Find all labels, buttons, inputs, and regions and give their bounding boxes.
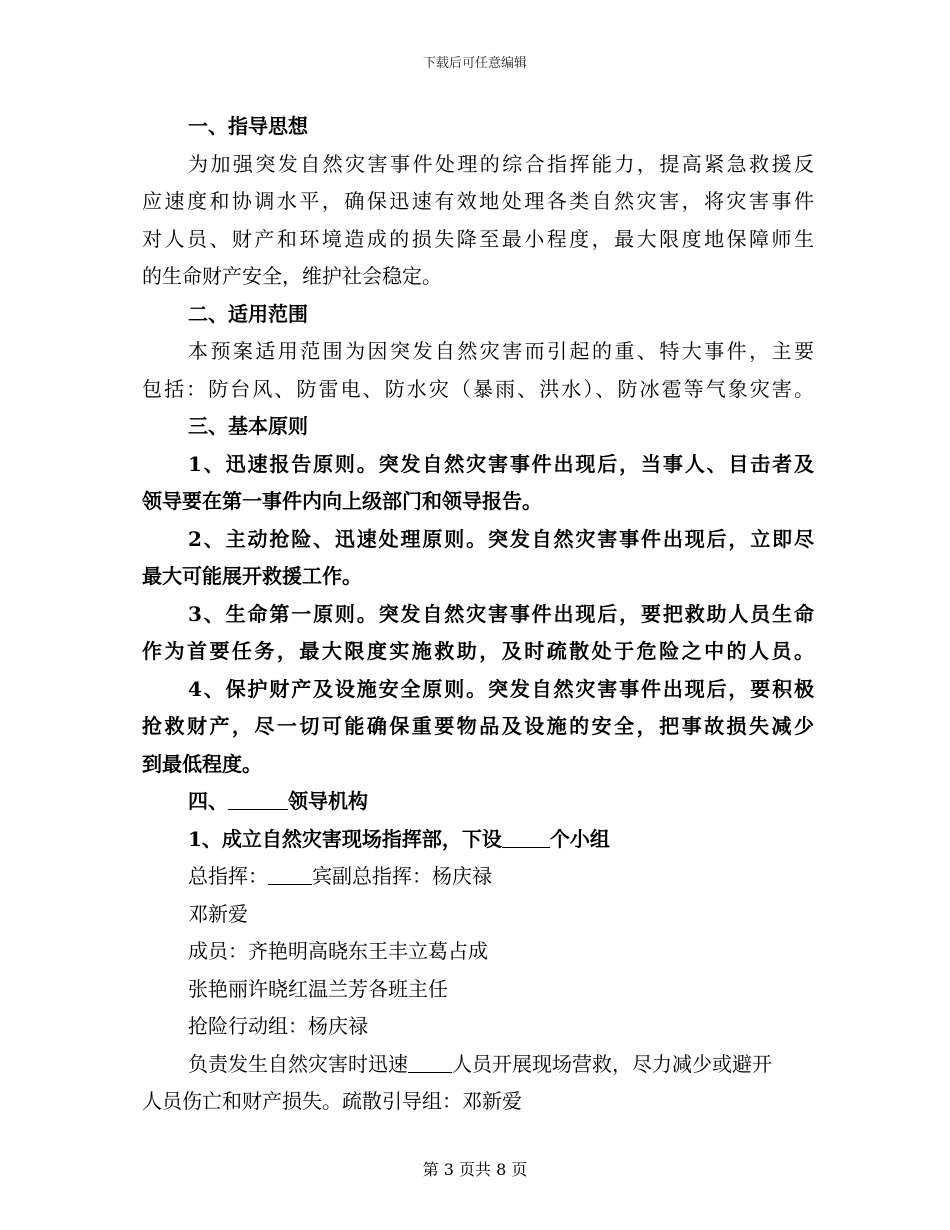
duty-line: 人员伤亡和财产损失。疏散引导组：邓新爱 (142, 1089, 522, 1113)
rescue-group-line: 抢险行动组：杨庆禄 (188, 1014, 368, 1038)
members-line: 成员：齐艳明高晓东王丰立葛占成 (188, 939, 488, 963)
section-title-prefix: 四、 (188, 789, 228, 813)
blank-underline (502, 825, 550, 848)
principle-line: 最大可能展开救援工作。 (142, 564, 362, 588)
paragraph-line: 对人员、财产和环境造成的损失降至最小程度，最大限度地保障师生 (142, 226, 814, 251)
paragraph-line: 本预案适用范围为因突发自然灾害而引起的重、特大事件，主要 (188, 339, 814, 363)
principle-line: 领导要在第一事件内向上级部门和领导报告。 (142, 489, 542, 513)
principle-line: 抢救财产，尽一切可能确保重要物品及设施的安全，把事故损失减少 (142, 714, 814, 738)
section-title-leadership (142, 783, 814, 821)
principle-line: 2、主动抢险、迅速处理原则。突发自然灾害事件出现后，立即尽 (188, 526, 814, 551)
blank-underline (228, 787, 288, 810)
leadership-item-1 (142, 821, 814, 859)
section-title-suffix: 领导机构 (288, 789, 368, 813)
members-line: 张艳丽许晓红温兰芳各班主任 (188, 976, 448, 1001)
paragraph-line: 应速度和协调水平，确保迅速有效地处理各类自然灾害，将灾害事件 (142, 189, 814, 213)
page-header: 下载后可任意编辑 (422, 56, 527, 71)
principle-line: 3、生命第一原则。突发自然灾害事件出现后，要把救助人员生命 (188, 601, 814, 626)
blank-underline (268, 862, 312, 885)
commander-suffix: 宾副总指挥：杨庆禄 (312, 864, 492, 888)
item-prefix: 1、成立自然灾害现场指挥部，下设 (188, 826, 502, 851)
section-title-principles: 三、基本原则 (188, 414, 308, 438)
duty-prefix: 负责发生自然灾害时迅速 (188, 1051, 408, 1076)
blank-underline (408, 1050, 452, 1073)
principle-line: 到最低程度。 (142, 751, 262, 776)
item-suffix: 个小组 (549, 826, 610, 851)
duty-suffix: 人员开展现场营救，尽力减少或避开 (452, 1051, 772, 1076)
paragraph-line: 的生命财产安全，维护社会稳定。 (142, 264, 442, 288)
page-footer: 第 3 页共 8 页 (422, 1160, 528, 1179)
duty-line (142, 1046, 814, 1084)
section-title-guiding-thought: 一、指导思想 (188, 114, 308, 138)
document-body (142, 108, 814, 1121)
paragraph-line: 包括：防台风、防雷电、防水灾（暴雨、洪水）、防冰雹等气象灾害。 (142, 376, 814, 401)
deputy-line: 邓新爱 (188, 901, 248, 926)
principle-line: 作为首要任务，最大限度实施救助，及时疏散处于危险之中的人员。 (142, 639, 814, 663)
principle-line: 1、迅速报告原则。突发自然灾害事件出现后，当事人、目击者及 (188, 451, 814, 476)
commander-prefix: 总指挥： (188, 864, 268, 888)
section-title-scope: 二、适用范围 (188, 301, 308, 326)
principle-line: 4、保护财产及设施安全原则。突发自然灾害事件出现后，要积极 (188, 676, 814, 701)
paragraph-line: 为加强突发自然灾害事件处理的综合指挥能力，提高紧急救援反 (188, 151, 814, 176)
commander-line (142, 858, 814, 896)
